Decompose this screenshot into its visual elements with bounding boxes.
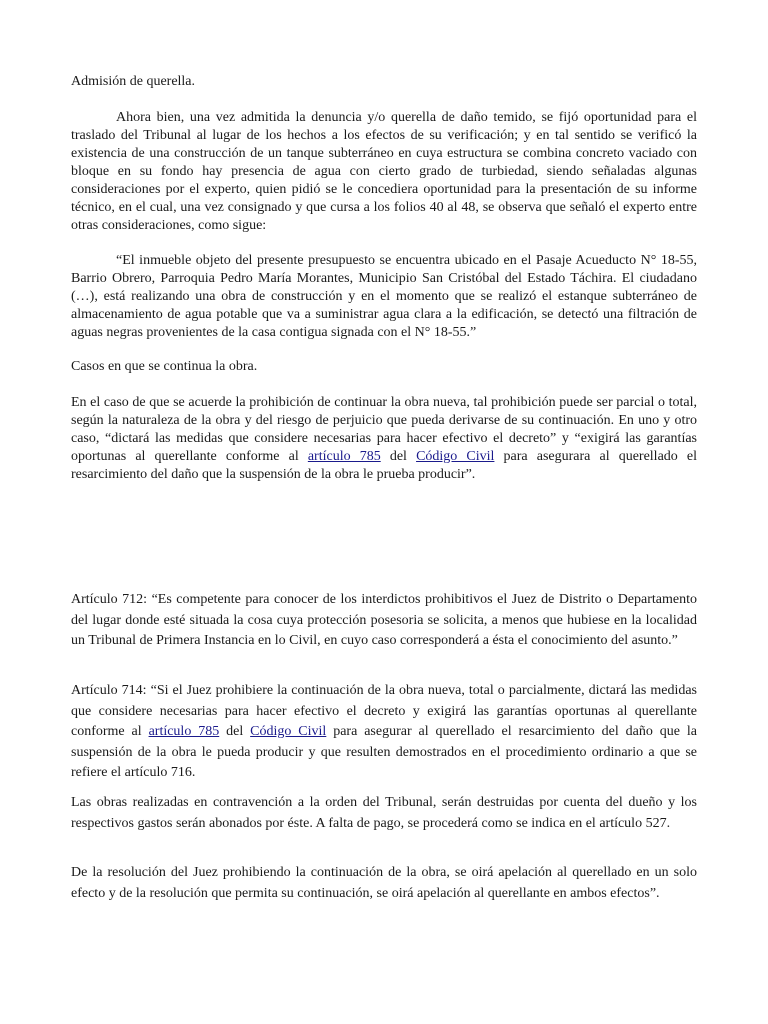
link-articulo-785-b[interactable]: artículo 785 [148, 724, 220, 739]
paragraph-admision: Ahora bien, una vez admitida la denuncia y/o querella de daño temido, se fijó oportunidad para el traslado del Tribunal al lugar de los hechos a los efectos de su verificación; y en tal sentido se verificó la existencia de una construcción de un tanque subterráneo en cuya estructura se combina concreto vaciado con bloque en su fondo hay presencia de agua con cierto grado de turbiedad, siendo señaladas algunas consideraciones por el experto, quien pidió se le concediera oportunidad para la presentación de su informe técnico, en el cual, una vez consignado y que cursa a los folios 40 al 48, se observa que señaló el experto entre otras consideraciones, como sigue: [71, 110, 697, 233]
expert-quote: “El inmueble objeto del presente presupuesto se encuentra ubicado en el Pasaje Acueducto N° 18-55, Barrio Obrero, Parroquia Pedro María Morantes, Municipio San Cristóbal del Estado Táchira. El ciudadano (…), está realizando una obra de construcción y en el momento que se realizó el estanque subterráneo de almacenamiento de agua potable que va a suministrar agua clara a la edificación, se detectó una filtración de aguas negras provenientes de la casa contigua signada con el N° 18-55.” [71, 253, 697, 340]
art714-text-3: para asegurar al querellado el resarcimiento del daño que la suspensión de la obra le pueda producir y que resulten demostrados en el procedimiento ordinario a que se refiere el artículo 716. [71, 724, 697, 780]
link-codigo-civil[interactable]: Código Civil [416, 449, 495, 464]
link-codigo-civil-b[interactable]: Código Civil [250, 724, 327, 739]
link-articulo-785[interactable]: artículo 785 [307, 449, 381, 464]
casos-text-1: En el caso de que se acuerde la prohibición de continuar la obra nueva, tal prohibición puede ser parcial o total, según la naturaleza de la obra y del riesgo de perjuicio que pueda derivarse de su continuación. En uno y otro caso, “dictará las medidas que considere necesarias para hacer efectivo el decreto” y “exigirá las garantías oportunas al querellante conforme al [71, 395, 697, 464]
articulo-712: Artículo 712: “Es competente para conocer de los interdictos prohibitivos el Juez de Distrito o Departamento del lugar donde esté situada la cosa cuya protección posesoria se solicita, a menos que hubiese en la localidad un Tribunal de Primera Instancia en lo Civil, en cuyo caso corresponderá a ésta el conocimiento del asunto.” [71, 592, 697, 648]
articulo-714 [71, 681, 697, 784]
casos-text-2: del [380, 449, 417, 464]
paragraph-obras: Las obras realizadas en contravención a la orden del Tribunal, serán destruidas por cuenta del dueño y los respectivos gastos serán abonados por éste. A falta de pago, se procederá como se indica en el artículo 527. [71, 795, 697, 831]
casos-text-3: para asegurara al querellado el resarcimiento del daño que la suspensión de la obra le prueba producir”. [71, 449, 698, 482]
art714-text-1: Artículo 714: “Si el Juez prohibiere la continuación de la obra nueva, total o parcialmente, dictará las medidas que considere necesarias para hacer efectivo el decreto y exigirá las garantías oportunas al querellante conforme al [71, 683, 697, 739]
heading-casos: Casos en que se continua la obra. [71, 359, 258, 374]
heading-admision: Admisión de querella. [71, 74, 196, 89]
paragraph-resolucion: De la resolución del Juez prohibiendo la continuación de la obra, se oirá apelación al querellado en un solo efecto y de la resolución que permita su continuación, se oirá apelación al querellante en ambos efectos”. [71, 865, 697, 901]
art714-text-2: del [219, 724, 251, 739]
paragraph-casos [71, 394, 697, 484]
